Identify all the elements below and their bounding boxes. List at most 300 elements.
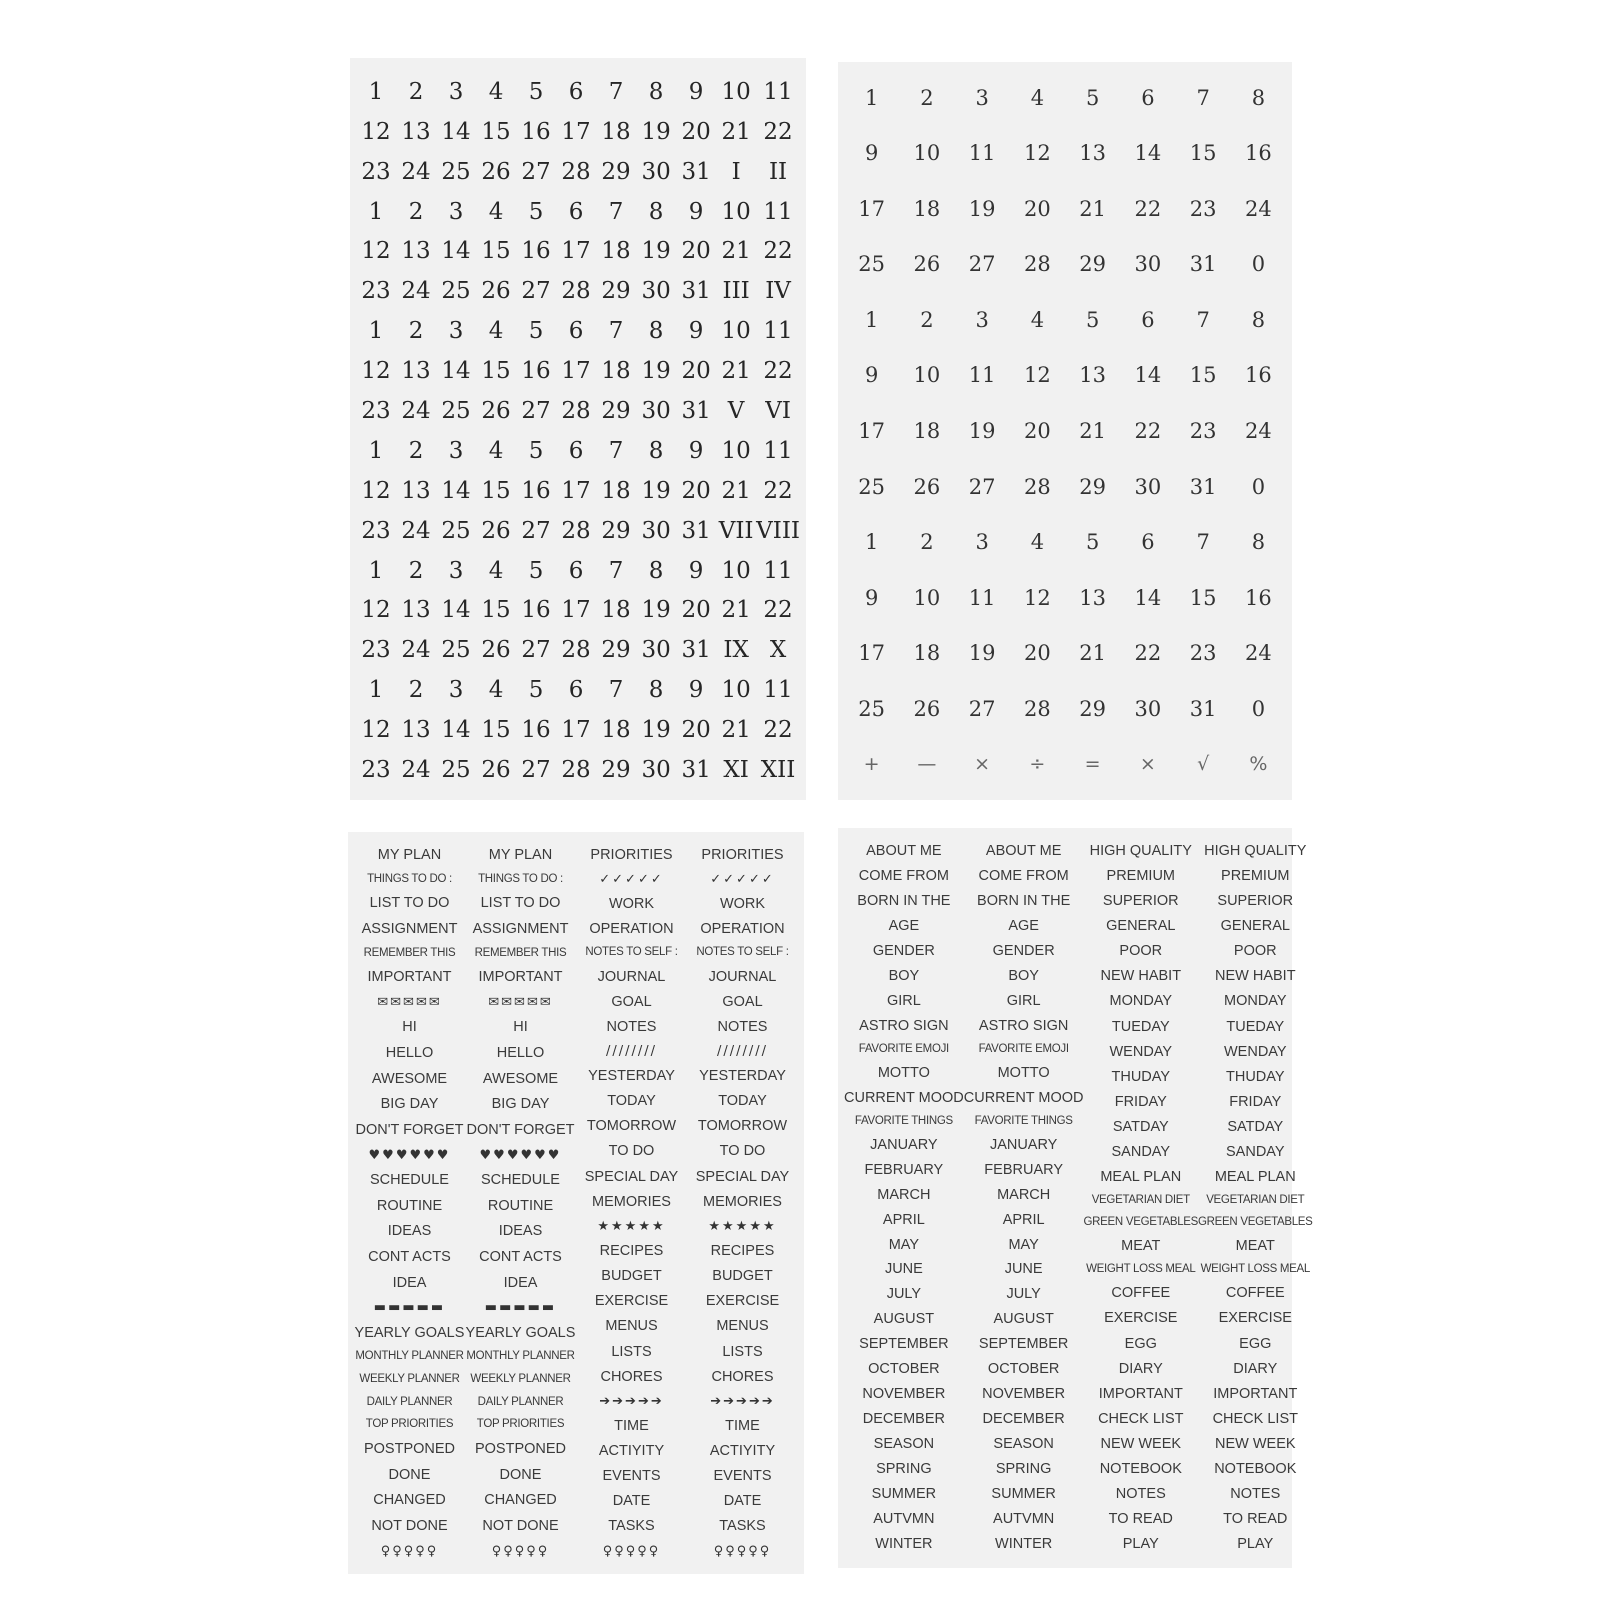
word-sticker: MARCH [877, 1186, 931, 1203]
word-sticker: WINTER [875, 1536, 933, 1553]
word-sticker: GREEN VEGETABLES [1083, 1216, 1199, 1229]
number-sticker: 26 [913, 252, 941, 277]
word-sticker: THINGS TO DO : [367, 872, 452, 885]
word-sticker: TASKS [719, 1518, 766, 1535]
word-sticker: CURRENT MOOD [844, 1089, 964, 1106]
number-sticker: 20 [681, 358, 711, 385]
word-sticker: ♥♥♥♥♥♥ [479, 1147, 562, 1163]
number-sticker: 6 [568, 557, 584, 584]
number-sticker: 28 [1024, 252, 1051, 277]
number-sticker: 19 [641, 597, 671, 624]
word-sticker: PLAY [1122, 1536, 1159, 1553]
word-sticker: ACTIYITY [709, 1442, 776, 1459]
word-sticker: ABOUT ME [985, 843, 1062, 859]
number-sticker: 13 [401, 238, 431, 265]
word-sticker: DIARY [1118, 1360, 1163, 1377]
word-sticker: ACTIYITY [598, 1442, 665, 1459]
number-sticker: 5 [528, 198, 544, 225]
word-sticker: SEASON [873, 1436, 935, 1453]
word-grid [838, 828, 1313, 1568]
word-sticker: NOTES TO SELF : [585, 946, 678, 959]
word-sticker: PLAY [1237, 1536, 1274, 1553]
number-sticker: II [768, 158, 788, 185]
number-sticker: 22 [1134, 641, 1162, 666]
number-sticker: 25 [441, 637, 471, 664]
number-sticker: 7 [608, 677, 624, 704]
word-sticker: SANDAY [1226, 1143, 1285, 1160]
number-sticker: 29 [601, 517, 631, 544]
word-sticker: NOTES TO SELF : [696, 946, 789, 959]
word-sticker: GOAL [611, 993, 652, 1010]
number-sticker: 22 [1134, 196, 1162, 221]
word-sticker: MONDAY [1109, 993, 1173, 1010]
number-sticker: 14 [441, 358, 471, 385]
word-sticker: LISTS [722, 1343, 763, 1360]
word-sticker: ASTRO SIGN [859, 1017, 949, 1034]
number-sticker: 9 [864, 363, 879, 388]
number-sticker: 24 [401, 517, 431, 544]
number-sticker: 16 [521, 358, 551, 385]
number-sticker: 15 [481, 597, 511, 624]
word-sticker: FAVORITE EMOJI [978, 1042, 1069, 1055]
number-sticker: 11 [968, 363, 996, 388]
word-sticker: DON'T FORGET [466, 1122, 575, 1139]
word-sticker: MARCH [997, 1186, 1051, 1203]
word-sticker: TOP PRIORITIES [476, 1418, 565, 1431]
word-sticker: APRIL [882, 1211, 925, 1228]
number-sticker: 10 [721, 318, 751, 345]
word-sticker: SUPERIOR [1217, 893, 1294, 910]
number-sticker: 15 [1189, 585, 1217, 610]
word-sticker: FEBRUARY [864, 1161, 944, 1178]
word-sticker: TO DO [608, 1143, 655, 1160]
number-sticker: 20 [1024, 418, 1051, 443]
number-sticker: 16 [521, 118, 551, 145]
word-sticker: WEIGHT LOSS MEAL [1086, 1263, 1196, 1276]
number-sticker: 28 [1024, 696, 1051, 721]
number-sticker: 27 [968, 696, 996, 721]
number-sticker: 29 [601, 637, 631, 664]
number-sticker: 5 [528, 318, 544, 345]
word-sticker: ♀♀♀♀♀ [380, 1543, 439, 1559]
word-sticker: TIME [614, 1417, 649, 1434]
number-sticker: 22 [763, 238, 793, 265]
number-sticker: 9 [864, 141, 879, 166]
number-sticker: 5 [1085, 85, 1100, 110]
word-sticker: PREMIUM [1106, 868, 1176, 885]
word-sticker: ASSIGNMENT [472, 921, 569, 938]
number-sticker: 3 [975, 307, 989, 332]
word-sticker: DAILY PLANNER [366, 1395, 453, 1408]
word-sticker: THINGS TO DO : [478, 872, 563, 885]
word-sticker: DONE [388, 1466, 431, 1483]
number-sticker: 10 [721, 78, 751, 105]
number-sticker: 12 [361, 118, 391, 145]
word-sticker: ★★★★★ [708, 1219, 777, 1235]
sticker-column [576, 832, 687, 1574]
word-sticker: CHANGED [373, 1492, 446, 1509]
number-sticker: 27 [521, 637, 551, 664]
word-sticker: HI [402, 1019, 417, 1036]
number-sticker: VIII [756, 517, 800, 544]
number-sticker: 10 [913, 141, 941, 166]
number-sticker: 31 [681, 158, 711, 185]
number-sticker: 30 [1134, 696, 1162, 721]
number-sticker: 27 [521, 278, 551, 305]
number-sticker: XI [723, 757, 749, 784]
word-sticker: MEMORIES [703, 1193, 782, 1210]
word-sticker: MAY [1008, 1236, 1039, 1253]
word-sticker: HELLO [385, 1045, 434, 1061]
number-sticker: 1 [368, 437, 384, 464]
word-sticker: AUGUST [993, 1311, 1054, 1328]
number-sticker: 13 [401, 597, 431, 624]
sticker-column [964, 828, 1084, 1568]
word-sticker: MONDAY [1223, 993, 1287, 1010]
number-sticker: XII [760, 757, 796, 784]
number-sticker: 2 [408, 78, 424, 105]
word-sticker: MOTTO [877, 1064, 930, 1081]
number-sticker: 23 [361, 158, 391, 185]
number-sticker: 20 [681, 717, 711, 744]
word-sticker: TO DO [719, 1143, 766, 1160]
number-sticker: 6 [568, 198, 584, 225]
word-sticker: MAY [888, 1236, 920, 1253]
number-sticker: 9 [864, 585, 879, 610]
word-sticker: CONT ACTS [479, 1249, 562, 1265]
number-sticker: ÷ [1029, 753, 1046, 776]
word-sticker: ♀♀♀♀♀ [602, 1543, 661, 1559]
word-sticker: ASSIGNMENT [361, 921, 458, 938]
number-sticker: 2 [408, 677, 424, 704]
word-sticker: JUNE [1004, 1261, 1043, 1278]
word-sticker: AGE [1008, 917, 1039, 934]
word-sticker: IMPORTANT [1098, 1385, 1183, 1402]
number-sticker: 24 [401, 278, 431, 305]
sticker-column [465, 832, 576, 1574]
number-sticker: 15 [481, 238, 511, 265]
sticker-column [1084, 828, 1199, 1568]
word-sticker: APRIL [1002, 1211, 1045, 1228]
number-sticker: 31 [1189, 696, 1217, 721]
word-sticker: POOR [1119, 943, 1163, 960]
number-sticker: 18 [601, 358, 631, 385]
number-sticker: — [917, 753, 937, 776]
number-sticker: 28 [561, 278, 591, 305]
word-sticker: WEIGHT LOSS MEAL [1200, 1263, 1310, 1276]
word-sticker: DATE [612, 1493, 651, 1510]
number-sticker: 4 [1030, 530, 1045, 555]
number-sticker: 7 [1196, 307, 1210, 332]
number-sticker: 7 [608, 78, 624, 105]
word-sticker: ✉✉✉✉✉ [488, 995, 553, 1011]
word-sticker: GIRL [886, 992, 921, 1009]
word-sticker: MENUS [605, 1318, 658, 1335]
number-sticker: 6 [1141, 85, 1155, 110]
number-sticker: VII [718, 517, 754, 544]
number-sticker: 3 [448, 318, 464, 345]
number-sticker: 13 [1079, 363, 1106, 388]
number-sticker: 18 [601, 477, 631, 504]
number-sticker: 5 [1085, 530, 1100, 555]
word-sticker: REMEMBER THIS [474, 946, 567, 959]
word-sticker: CHANGED [484, 1492, 557, 1509]
word-sticker: SEPTEMBER [978, 1336, 1069, 1353]
number-sticker: 1 [864, 307, 879, 332]
word-sticker: WORK [719, 895, 766, 912]
word-sticker: BOY [1008, 967, 1039, 984]
number-sticker: 17 [858, 641, 885, 666]
number-sticker: 14 [441, 597, 471, 624]
number-sticker: X [769, 637, 787, 664]
number-sticker: 24 [401, 757, 431, 784]
number-sticker: 13 [1079, 585, 1106, 610]
word-sticker: IDEA [503, 1274, 538, 1291]
number-sticker: 7 [608, 557, 624, 584]
word-sticker: NOTEBOOK [1099, 1460, 1182, 1477]
number-sticker: 31 [681, 398, 711, 425]
number-sticker: 31 [681, 517, 711, 544]
number-sticker: 23 [1189, 641, 1217, 666]
number-sticker: 0 [1251, 252, 1266, 277]
number-sticker: 10 [721, 437, 751, 464]
word-sticker: NEW WEEK [1100, 1435, 1182, 1452]
number-sticker: 17 [561, 238, 591, 265]
word-sticker: DECEMBER [982, 1411, 1065, 1428]
word-sticker: WENDAY [1223, 1043, 1287, 1060]
number-sticker: V [727, 398, 745, 425]
word-sticker: MEAT [1121, 1238, 1161, 1255]
word-sticker: FAVORITE EMOJI [858, 1042, 949, 1055]
number-sticker: 12 [1024, 363, 1051, 388]
word-sticker: LISTS [611, 1343, 652, 1360]
number-sticker: 3 [448, 557, 464, 584]
number-sticker: 24 [1245, 418, 1272, 443]
number-sticker: 2 [408, 557, 424, 584]
number-sticker: 3 [448, 677, 464, 704]
word-sticker: DATE [723, 1493, 762, 1510]
number-sticker: 3 [448, 437, 464, 464]
number-sticker: 8 [648, 437, 664, 464]
word-sticker: POSTPONED [363, 1441, 456, 1457]
word-sticker: SCHEDULE [481, 1171, 560, 1188]
number-sticker: 17 [561, 717, 591, 744]
number-sticker: 8 [648, 78, 664, 105]
number-sticker: 12 [361, 238, 391, 265]
number-sticker: 24 [401, 637, 431, 664]
number-sticker: 26 [481, 637, 511, 664]
word-sticker: TASKS [608, 1518, 655, 1535]
number-sticker: 2 [408, 198, 424, 225]
number-sticker: 4 [488, 557, 504, 584]
word-sticker: COFFEE [1225, 1285, 1285, 1302]
word-sticker: TO READ [1223, 1511, 1288, 1528]
word-sticker: IDEAS [498, 1223, 543, 1240]
word-sticker: TOMORROW [697, 1118, 788, 1135]
word-sticker: //////// [716, 1044, 769, 1060]
word-sticker: BORN IN THE [857, 892, 951, 909]
number-sticker: 27 [968, 252, 996, 277]
number-sticker: 22 [763, 597, 793, 624]
word-sticker: TOMORROW [586, 1118, 677, 1135]
number-sticker: 26 [481, 398, 511, 425]
number-sticker: 18 [913, 418, 941, 443]
word-sticker: JULY [886, 1286, 922, 1303]
number-sticker: 16 [1245, 363, 1272, 388]
number-sticker: 5 [528, 437, 544, 464]
number-sticker: VI [765, 398, 791, 425]
number-sticker: 4 [488, 78, 504, 105]
word-sticker: ♀♀♀♀♀ [713, 1543, 772, 1559]
number-sticker: 20 [681, 477, 711, 504]
word-sticker: SATDAY [1112, 1118, 1169, 1135]
number-sticker: 13 [1079, 141, 1106, 166]
word-sticker: COFFEE [1111, 1285, 1171, 1302]
word-sticker: BOY [888, 967, 920, 984]
number-sticker: 17 [858, 196, 885, 221]
number-sticker: 9 [688, 318, 704, 345]
word-sticker: TIME [725, 1417, 760, 1434]
number-sticker: 10 [913, 363, 941, 388]
number-sticker: 7 [608, 437, 624, 464]
word-sticker: VEGETARIAN DIET [1091, 1194, 1190, 1207]
number-sticker: 28 [561, 517, 591, 544]
number-sticker: 30 [1134, 474, 1162, 499]
number-sticker: 29 [1079, 252, 1106, 277]
number-sticker: 18 [913, 641, 941, 666]
number-sticker: 31 [681, 637, 711, 664]
number-sticker: 8 [648, 557, 664, 584]
number-sticker: 8 [1251, 85, 1266, 110]
word-sticker: NOTES [717, 1018, 768, 1035]
number-sticker: 27 [521, 517, 551, 544]
word-sticker: RECIPES [599, 1242, 664, 1259]
number-sticker: 23 [361, 398, 391, 425]
number-sticker: 26 [481, 278, 511, 305]
number-sticker: 13 [401, 717, 431, 744]
number-sticker: 4 [488, 198, 504, 225]
number-sticker: 10 [721, 198, 751, 225]
word-sticker: MEAT [1235, 1238, 1275, 1255]
number-sticker: × [974, 753, 991, 776]
word-sticker: NEW HABIT [1100, 968, 1182, 985]
word-sticker: NOVEMBER [862, 1386, 946, 1403]
number-sticker: 16 [521, 597, 551, 624]
number-sticker: 14 [1134, 141, 1162, 166]
word-sticker: ROUTINE [376, 1197, 443, 1214]
number-sticker: 20 [681, 118, 711, 145]
number-sticker: 28 [1024, 474, 1051, 499]
number-sticker: 18 [601, 238, 631, 265]
number-grid [838, 62, 1292, 800]
number-sticker: 31 [1189, 252, 1217, 277]
word-sticker: LIST TO DO [369, 895, 450, 912]
number-sticker: 26 [913, 696, 941, 721]
word-sticker: MY PLAN [377, 847, 442, 863]
word-sticker: TODAY [718, 1093, 767, 1110]
word-sticker: IMPORTANT [1213, 1385, 1298, 1402]
number-sticker: 10 [913, 585, 941, 610]
number-sticker: 11 [763, 437, 793, 464]
number-sticker: 20 [1024, 196, 1051, 221]
number-sticker: 22 [763, 358, 793, 385]
number-sticker: 16 [1245, 585, 1272, 610]
number-sticker: 11 [763, 198, 793, 225]
number-sticker: 14 [441, 118, 471, 145]
word-sticker: WEEKLY PLANNER [470, 1372, 571, 1385]
word-sticker: AWESOME [371, 1070, 448, 1087]
word-sticker: OCTOBER [987, 1361, 1060, 1378]
word-sticker: SPRING [876, 1461, 932, 1478]
number-sticker: 29 [601, 278, 631, 305]
number-sticker: 5 [528, 557, 544, 584]
word-sticker: FAVORITE THINGS [974, 1114, 1073, 1127]
number-sticker: 23 [361, 637, 391, 664]
number-sticker: % [1249, 753, 1268, 776]
word-sticker: SANDAY [1111, 1143, 1171, 1160]
number-sticker: 19 [641, 238, 671, 265]
number-sticker: 14 [441, 477, 471, 504]
word-sticker: GIRL [1006, 992, 1041, 1009]
word-sticker: REMEMBER THIS [363, 946, 456, 959]
number-sticker: 15 [481, 118, 511, 145]
word-sticker: HI [513, 1019, 528, 1036]
word-sticker: SUMMER [991, 1486, 1056, 1503]
number-sticker: 28 [561, 398, 591, 425]
number-sticker: 18 [913, 196, 941, 221]
number-sticker: 1 [368, 557, 384, 584]
number-sticker: 12 [361, 597, 391, 624]
number-sticker: 11 [763, 557, 793, 584]
number-sticker: 2 [920, 85, 934, 110]
number-sticker: 6 [568, 78, 584, 105]
word-sticker: CHORES [711, 1368, 774, 1385]
word-sticker: DIARY [1233, 1360, 1278, 1377]
word-sticker: EXERCISE [705, 1293, 780, 1310]
word-sticker: ▬▬▬▬▬ [373, 1300, 446, 1316]
number-sticker: 19 [968, 196, 996, 221]
number-sticker: 30 [641, 757, 671, 784]
number-sticker: 29 [601, 158, 631, 185]
word-sticker: PRIORITIES [590, 847, 673, 863]
word-sticker: ★★★★★ [597, 1219, 666, 1235]
word-sticker: MOTTO [997, 1064, 1050, 1081]
word-sticker: WENDAY [1109, 1043, 1173, 1060]
word-sticker: MEAL PLAN [1214, 1169, 1296, 1186]
number-sticker: 25 [858, 696, 885, 721]
word-sticker: NOTES [606, 1018, 657, 1035]
number-sticker: 21 [1079, 418, 1106, 443]
word-sticker: ♀♀♀♀♀ [491, 1543, 550, 1559]
word-sticker: MY PLAN [488, 847, 553, 863]
word-sticker: AUGUST [873, 1311, 935, 1328]
word-sticker: ▬▬▬▬▬ [484, 1300, 557, 1316]
word-sticker: THUDAY [1111, 1068, 1171, 1085]
word-sticker: EVENTS [713, 1468, 772, 1485]
word-sticker: YEARLY GOALS [354, 1324, 465, 1341]
number-sticker: 1 [864, 85, 879, 110]
number-sticker: 0 [1251, 474, 1266, 499]
number-sticker: 22 [763, 118, 793, 145]
number-sticker: 1 [368, 198, 384, 225]
word-sticker: ✓✓✓✓✓ [710, 872, 775, 888]
word-sticker: SPRING [995, 1461, 1052, 1478]
word-sticker: DECEMBER [862, 1411, 945, 1428]
number-sticker: 21 [1079, 196, 1106, 221]
number-sticker: 10 [721, 557, 751, 584]
number-sticker: 23 [361, 757, 391, 784]
number-sticker: 24 [1245, 641, 1272, 666]
